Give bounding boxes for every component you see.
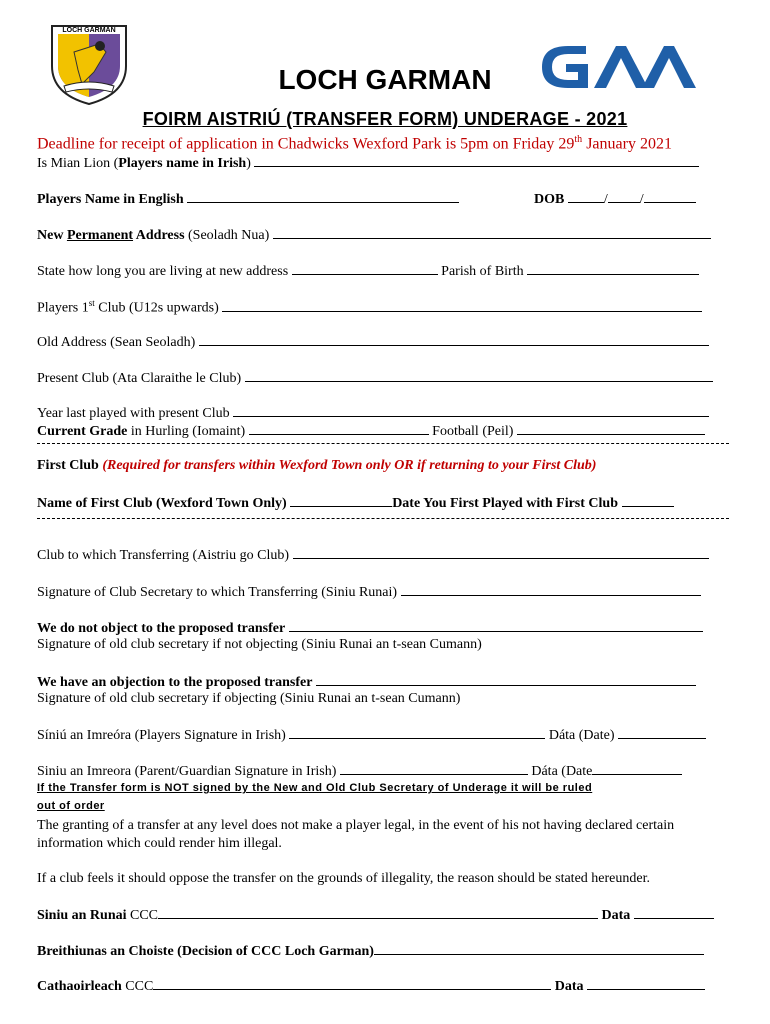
current-grade-field[interactable]: Current Grade in Hurling (Iomaint) Football (Peil) [37, 422, 705, 440]
parent-signature-field[interactable]: Siniu an Imreora (Parent/Guardian Signature in Irish) Dáta (Date [37, 762, 682, 780]
first-club-heading: First Club (Required for transfers within Wexford Town only OR if returning to your First Club) [37, 458, 597, 473]
secretary-signature-field[interactable]: Signature of Club Secretary to which Transferring (Siniu Runai) [37, 583, 701, 601]
objection-field[interactable]: We have an objection to the proposed transfer [37, 673, 696, 691]
ccc-decision-field[interactable]: Breithiunas an Choiste (Decision of CCC Loch Garman) [37, 942, 704, 960]
present-club-field[interactable]: Present Club (Ata Claraithe le Club) [37, 369, 713, 387]
oppose-note: If a club feels it should oppose the transfer on the grounds of illegality, the reason should be stated hereunder. [37, 871, 650, 886]
page-title: LOCH GARMAN [278, 64, 492, 95]
no-objection-signature-label: Signature of old club secretary if not objecting (Siniu Runai an t-sean Cumann) [37, 637, 482, 652]
chairperson-signature-field[interactable]: Cathaoirleach CCC Data [37, 977, 705, 995]
objection-signature-label: Signature of old club secretary if objecting (Siniu Runai an t-sean Cumann) [37, 691, 461, 706]
divider [37, 518, 729, 519]
granting-note: The granting of a transfer at any level does not make a player legal, in the event of his not having declared certain information which could render him illegal. [37, 818, 675, 851]
form-subtitle: FOIRM AISTRIÚ (TRANSFER FORM) UNDERAGE - 2021 [142, 109, 628, 129]
warning-text-2: out of order [37, 800, 105, 812]
irish-name-field[interactable]: Is Mian Lion (Players name in Irish) [37, 154, 699, 172]
warning-text-1: If the Transfer form is NOT signed by the New and Old Club Secretary of Underage it will be ruled [37, 782, 593, 794]
first-club-name-field[interactable]: Name of First Club (Wexford Town Only) Date You First Played with First Club [37, 494, 674, 512]
runai-signature-field[interactable]: Siniu an Runai CCC Data [37, 906, 714, 924]
player-signature-field[interactable]: Síniú an Imreóra (Players Signature in Irish) Dáta (Date) [37, 726, 706, 744]
players-first-club-field[interactable]: Players 1st Club (U12s upwards) [37, 298, 702, 317]
old-address-field[interactable]: Old Address (Sean Seoladh) [37, 333, 709, 351]
no-objection-field[interactable]: We do not object to the proposed transfer [37, 619, 703, 637]
divider [37, 443, 729, 444]
crest-text: LOCH GARMAN [62, 27, 116, 34]
new-address-field[interactable]: New Permanent Address (Seoladh Nua) [37, 226, 711, 244]
year-last-played-field[interactable]: Year last played with present Club [37, 404, 709, 422]
how-long-field[interactable]: State how long you are living at new address Parish of Birth [37, 262, 699, 280]
english-name-field[interactable]: Players Name in English [37, 190, 459, 208]
deadline-notice: Deadline for receipt of application in Chadwicks Wexford Park is 5pm on Friday 29th January 2021 [37, 134, 672, 153]
transferring-to-field[interactable]: Club to which Transferring (Aistriu go Club) [37, 546, 709, 564]
dob-field[interactable]: DOB / / [534, 190, 696, 208]
